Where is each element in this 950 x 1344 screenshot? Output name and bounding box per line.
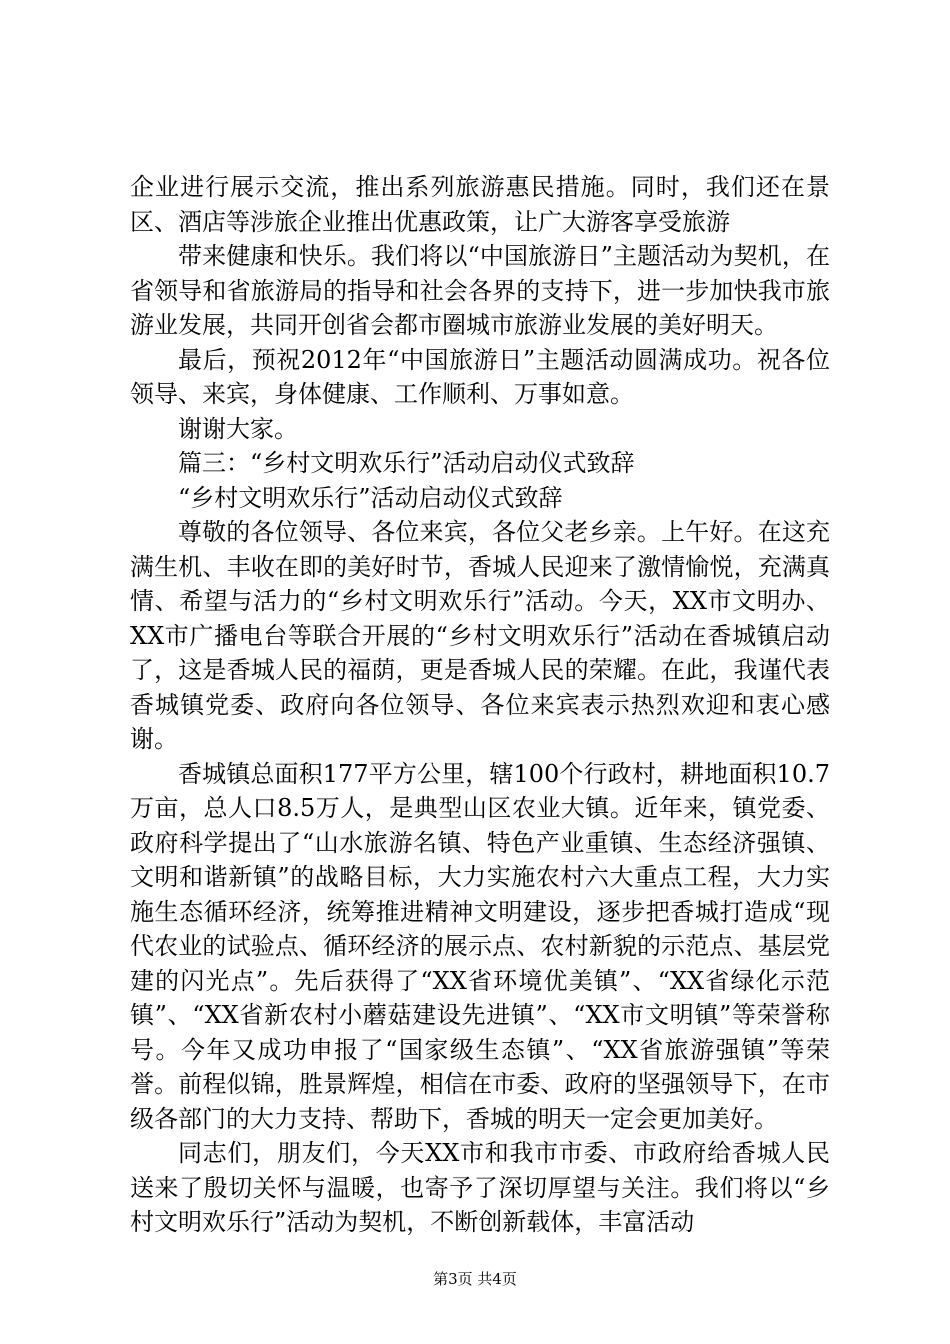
paragraph: 尊敬的各位领导、各位来宾，各位父老乡亲。上午好。在这充满生机、丰收在即的美好时节，香城人民迎来了激情愉悦，充满真情、希望与活力的“乡村文明欢乐行”活动。今天，XX市文明办、XX市广播电台等联合开展的“乡村文明欢乐行”活动在香城镇启动了，这是香城人民的福荫，更是香城人民的荣耀。在此，我谨代表香城镇党委、政府向各位领导、各位来宾表示热烈欢迎和衷心感谢。	[130, 518, 830, 753]
paragraph: 带来健康和快乐。我们将以“中国旅游日”主题活动为契机，在省领导和省旅游局的指导和社会各界的支持下，进一步加快我市旅游业发展，共同开创省会都市圈城市旅游业发展的美好明天。	[130, 242, 830, 339]
speech-title: “乡村文明欢乐行”活动启动仪式致辞	[178, 483, 563, 512]
paragraph: 最后，预祝2012年“中国旅游日”主题活动圆满成功。祝各位领导、来宾，身体健康、工作顺利、万事如意。	[130, 345, 830, 408]
paragraph: 同志们，朋友们，今天XX市和我市市委、市政府给香城人民送来了殷切关怀与温暖，也寄予了深切厚望与关注。我们将以“乡村文明欢乐行”活动为契机，不断创新载体，丰富活动	[130, 1139, 830, 1236]
page-number: 第3页 共4页	[433, 1270, 517, 1288]
paragraph: 香城镇总面积177平方公里，辖100个行政村，耕地面积10.7万亩，总人口8.5万人，是典型山区农业大镇。近年来，镇党委、政府科学提出了“山水旅游名镇、特色产业重镇、生态经济强镇、文明和谐新镇”的战略目标，大力实施农村六大重点工程，大力实施生态循环经济，统筹推进精神文明建设，逐步把香城打造成“现代农业的试验点、循环经济的展示点、农村新貌的示范点、基层党建的闪光点”。先后获得了“XX省环境优美镇”、“XX省绿化示范镇”、“XX省新农村小蘑菇建设先进镇”、“XX市文明镇”等荣誉称号。今年又成功申报了“国家级生态镇”、“XX省旅游强镇”等荣誉。前程似锦，胜景辉煌，相信在市委、政府的坚强领导下，在市级各部门的大力支持、帮助下，香城的明天一定会更加美好。	[130, 759, 830, 1133]
page-footer	[0, 1269, 950, 1289]
paragraph: 谢谢大家。	[178, 414, 298, 443]
document-body	[130, 170, 830, 1240]
paragraph-continuation: 企业进行展示交流，推出系列旅游惠民措施。同时，我们还在景区、酒店等涉旅企业推出优惠政策，让广大游客享受旅游	[130, 173, 830, 236]
section-heading: 篇三：“乡村文明欢乐行”活动启动仪式致辞	[178, 449, 635, 477]
